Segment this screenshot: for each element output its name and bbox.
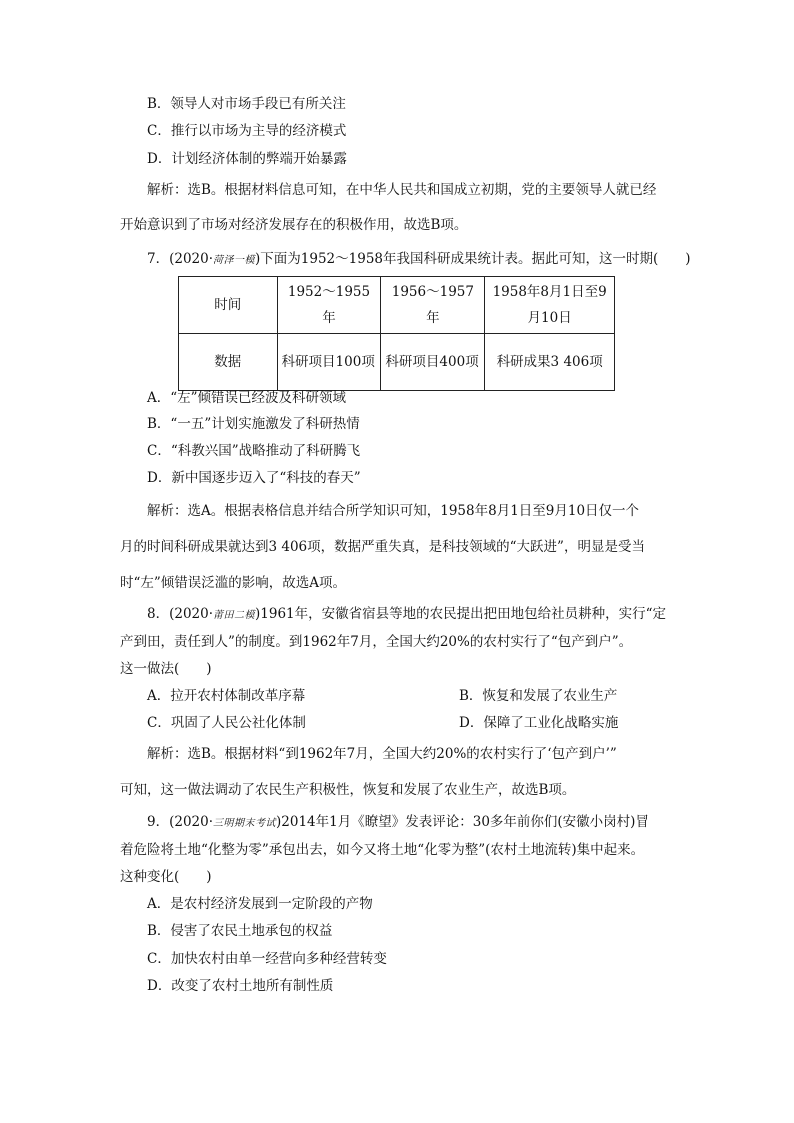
table-header-1952-1955: 1952～1955年 — [277, 277, 381, 334]
q9-option-d: D．改变了农村土地所有制性质 — [147, 978, 334, 994]
q8-option-b: B．恢复和发展了农业生产 — [459, 688, 618, 704]
table-header-time: 时间 — [179, 277, 278, 334]
q8-analysis-line-1: 解析：选B。根据材料“到1962年7月，全国大约20%的农村实行了‘包产到户’” — [147, 746, 617, 762]
q7-option-c: C．“科教兴国”战略推动了科研腾飞 — [147, 443, 361, 459]
q6-analysis-line-1: 解析：选B。根据材料信息可知，在中华人民共和国成立初期，党的主要领导人就已经 — [147, 182, 657, 198]
q8-analysis-line-2: 可知，这一做法调动了农民生产积极性，恢复和发展了农业生产，故选B项。 — [120, 782, 576, 798]
q8-stem-suffix: )1961年，安徽省宿县等地的农民提出把田地包给社员耕种，实行“定 — [255, 606, 667, 622]
q7-analysis-line-2: 月的时间科研成果就达到3 406项，数据严重失真，是科技领域的“大跃进”，明显是受当 — [120, 539, 645, 555]
table-row — [179, 277, 615, 334]
q7-analysis-line-3: 时“左”倾错误泛滥的影响，故选A项。 — [120, 575, 347, 591]
q9-stem-line-2: 着危险将土地“化整为零”承包出去，如今又将土地“化零为整”(农村土地流转)集中起来。 — [120, 842, 645, 858]
q8-option-c: C．巩固了人民公社化体制 — [147, 715, 306, 731]
q7-stem-suffix: )下面为1952～1958年我国科研成果统计表。据此可知，这一时期( ) — [255, 251, 691, 267]
q9-option-a: A．是农村经济发展到一定阶段的产物 — [147, 896, 373, 912]
q9-option-c: C．加快农村由单一经营向多种经营转变 — [147, 951, 387, 967]
q8-option-d: D．保障了工业化战略实施 — [459, 715, 619, 731]
q6-analysis-line-2: 开始意识到了市场对经济发展存在的积极作用，故选B项。 — [120, 217, 468, 233]
q9-stem-line-3: 这种变化( ) — [120, 869, 212, 885]
table-cell-1956-1957: 科研项目400项 — [381, 334, 485, 391]
q7-source: 菏泽一模 — [213, 255, 256, 266]
q9-stem-line-1 — [147, 813, 649, 833]
table-header-1958: 1958年8月1日至9月10日 — [485, 277, 615, 334]
table-row-label-data: 数据 — [179, 334, 278, 391]
q8-stem-line-2: 产到田，责任到人”的制度。到1962年7月，全国大约20%的农村实行了“包产到户”。 — [120, 634, 633, 650]
q9-stem-suffix: )2014年1月《瞭望》发表评论：30多年前你们(安徽小岗村)冒 — [276, 814, 649, 830]
q6-option-b: B．领导人对市场手段已有所关注 — [147, 96, 346, 112]
q7-analysis-line-1: 解析：选A。根据表格信息并结合所学知识可知，1958年8月1日至9月10日仅一个 — [147, 503, 640, 519]
q9-option-b: B．侵害了农民土地承包的权益 — [147, 923, 333, 939]
q7-option-a: A．“左”倾错误已经波及科研领域 — [147, 390, 347, 406]
table-cell-1952-1955: 科研项目100项 — [277, 334, 381, 391]
q8-stem-line-1 — [147, 605, 666, 625]
q7-stats-table — [178, 276, 615, 391]
q9-source: 三明期末考试 — [213, 818, 277, 829]
q9-stem-prefix: 9．(2020· — [147, 814, 214, 830]
q7-stem — [147, 250, 691, 270]
table-header-1956-1957: 1956～1957年 — [381, 277, 485, 334]
q8-stem-prefix: 8．(2020· — [147, 606, 214, 622]
table-cell-1958: 科研成果3 406项 — [485, 334, 615, 391]
q7-option-d: D．新中国逐步迈入了“科技的春天” — [147, 470, 361, 486]
q8-option-a: A．拉开农村体制改革序幕 — [147, 688, 306, 704]
q8-stem-line-3: 这一做法( ) — [120, 661, 212, 677]
q7-stem-prefix: 7．(2020· — [147, 251, 214, 267]
q6-option-d: D．计划经济体制的弊端开始暴露 — [147, 151, 347, 167]
table-row — [179, 334, 615, 391]
q7-option-b: B．“一五”计划实施激发了科研热情 — [147, 416, 360, 432]
q6-option-c: C．推行以市场为主导的经济模式 — [147, 123, 347, 139]
q8-source: 莆田二模 — [213, 610, 256, 621]
